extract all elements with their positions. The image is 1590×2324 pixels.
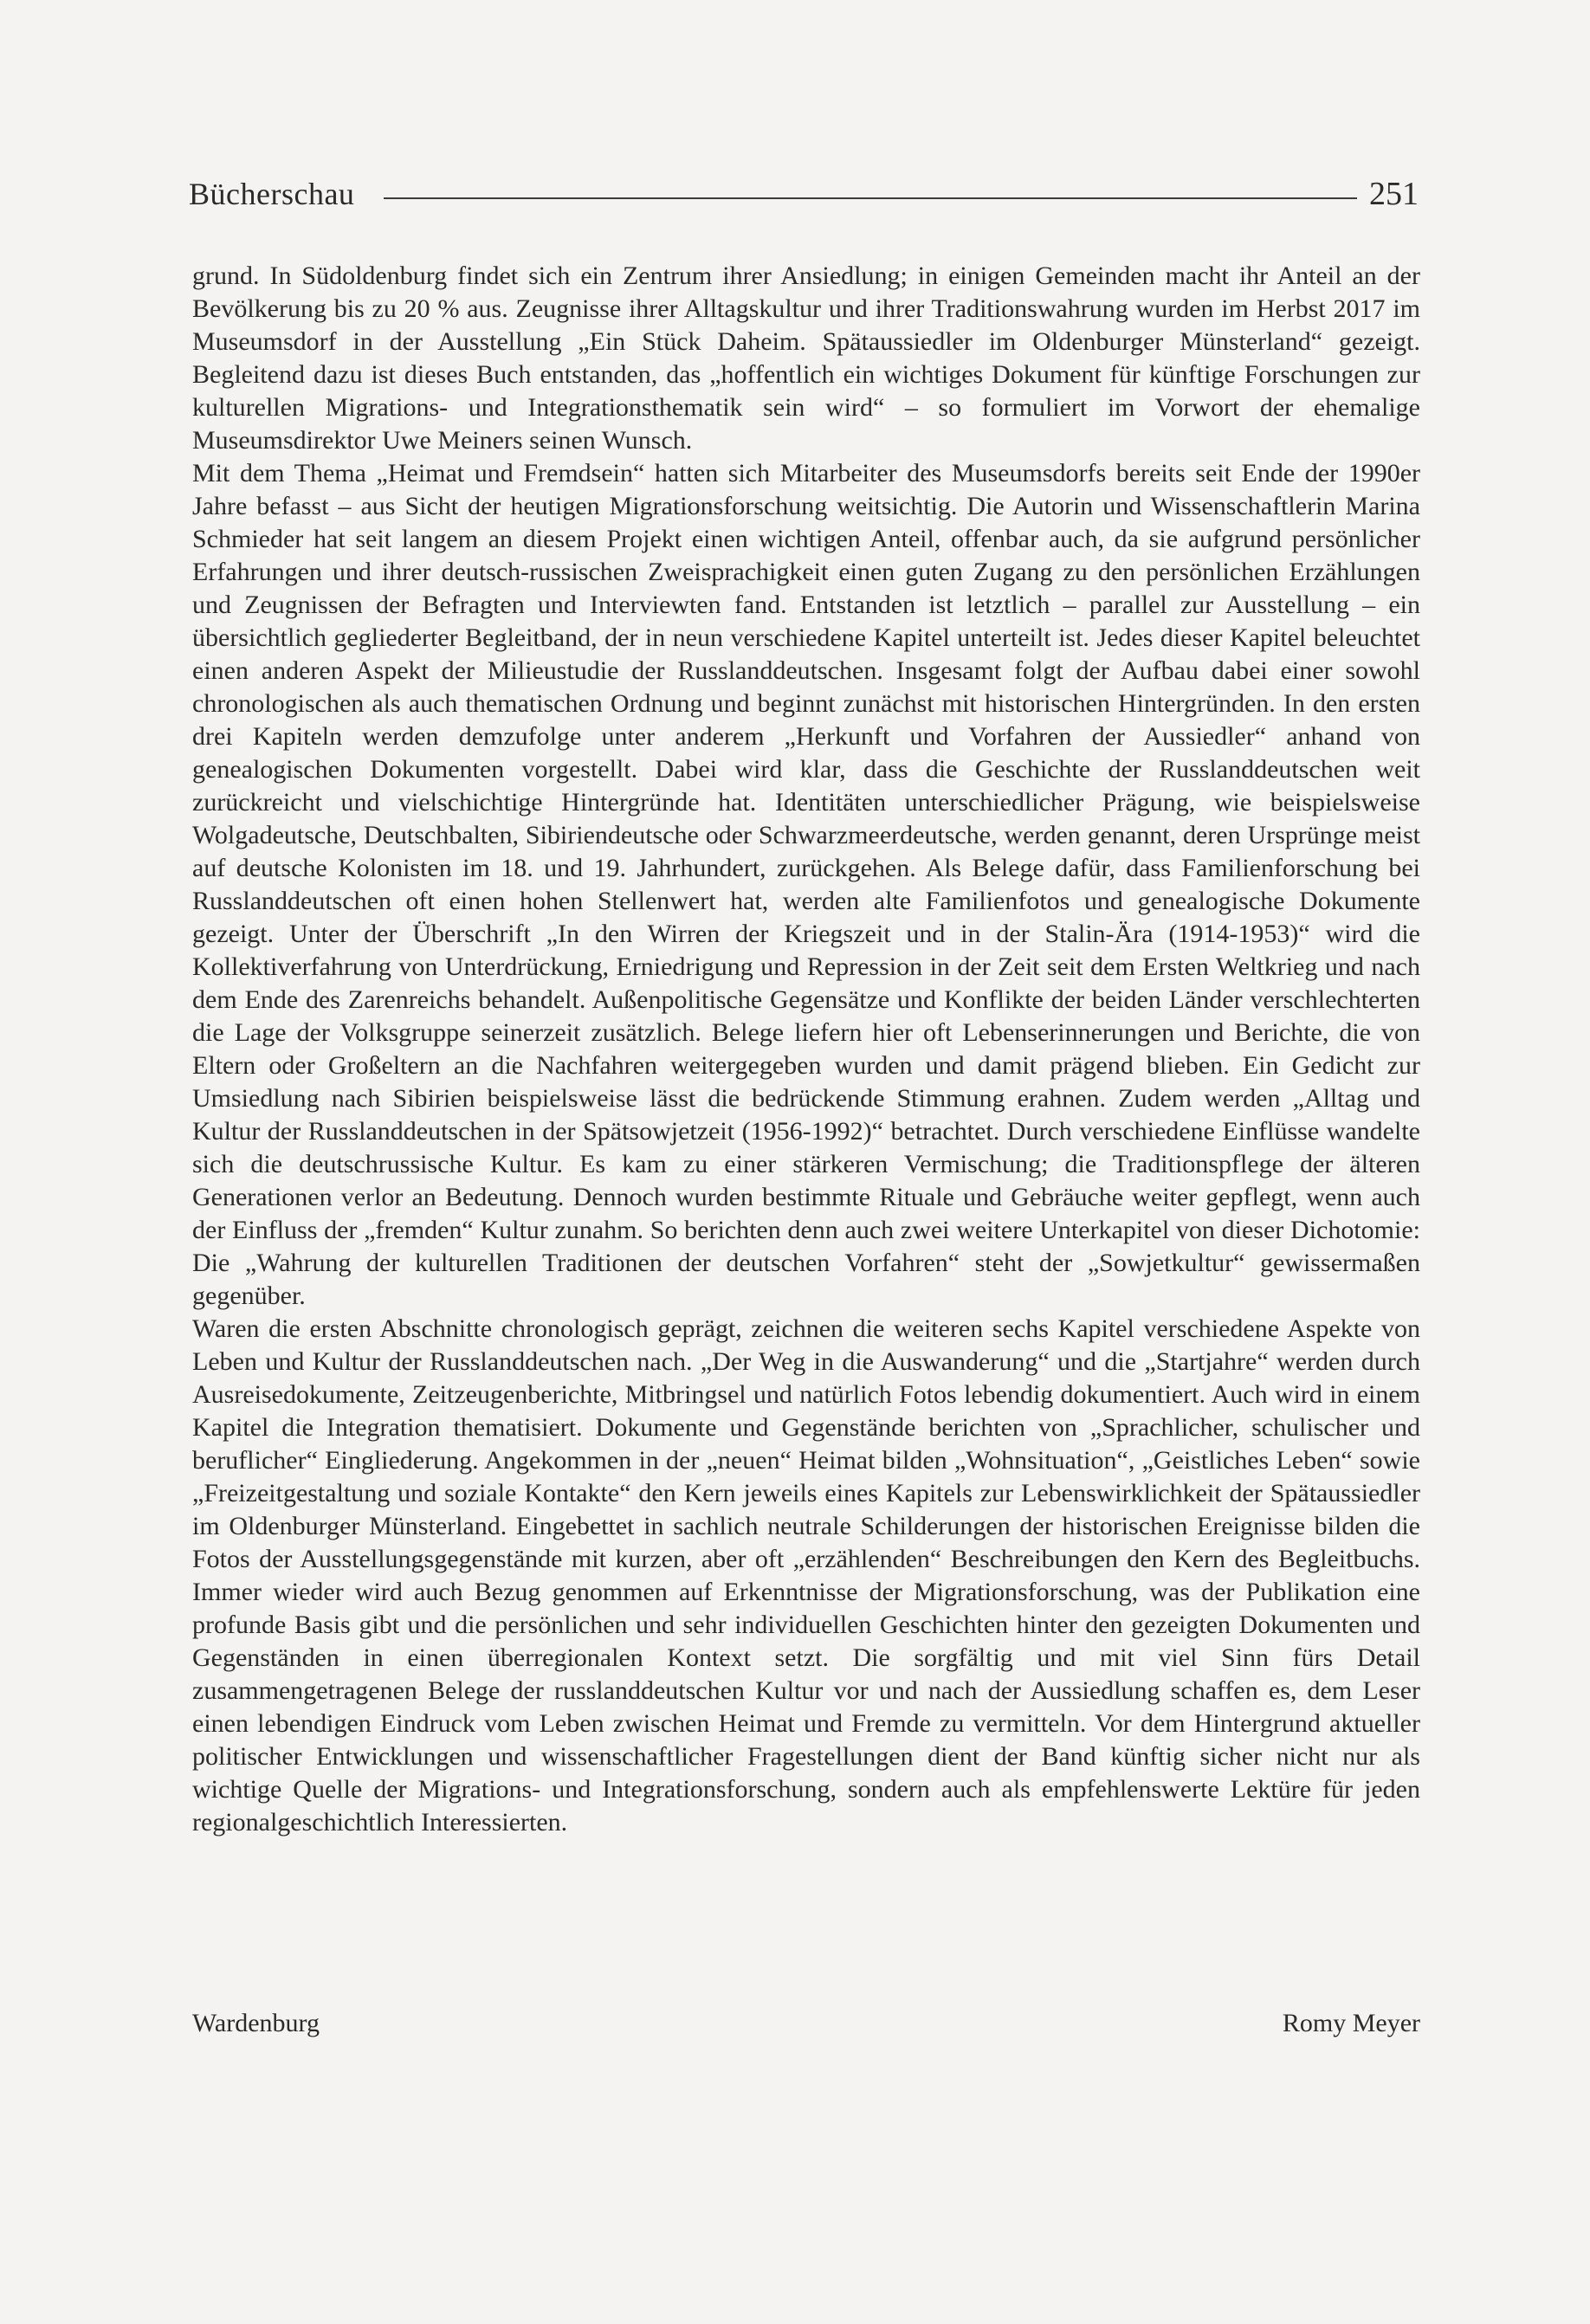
paragraph-1: grund. In Südoldenburg findet sich ein Zentrum ihrer Ansiedlung; in einigen Gemeinden macht ihr Anteil an der Bevölkerung bis zu 20 % aus. Zeugnisse ihrer Alltagskultur und ihrer Traditionswahrung wurden im Herbst 2017 im Museumsdorf in der Ausstellung „Ein Stück Daheim. Spätaussiedler im Oldenburger Münsterland“ gezeigt. Begleitend dazu ist dieses Buch entstanden, das „hoffentlich ein wichtiges Dokument für künftige Forschungen zur kulturellen Migrations- und Integrationsthematik sein wird“ – so formuliert im Vorwort der ehemalige Museumsdirektor Uwe Meiners seinen Wunsch.	[192, 261, 1420, 455]
review-signature	[192, 2007, 1420, 2040]
paragraph-2: Mit dem Thema „Heimat und Fremdsein“ hatten sich Mitarbeiter des Museumsdorfs bereits seit Ende der 1990er Jahre befasst – aus Sicht der heutigen Migrationsforschung weitsichtig. Die Autorin und Wissenschaftlerin Marina Schmieder hat seit langem an diesem Projekt einen wichtigen Anteil, offenbar auch, da sie aufgrund persönlicher Erfahrungen und ihrer deutsch-russischen Zweisprachigkeit einen guten Zugang zu den persönlichen Erzählungen und Zeugnissen der Befragten und Interviewten fand. Entstanden ist letztlich – parallel zur Ausstellung – ein übersichtlich gegliederter Begleitband, der in neun verschiedene Kapitel unterteilt ist. Jedes dieser Kapitel beleuchtet einen anderen Aspekt der Milieustudie der Russlanddeutschen. Insgesamt folgt der Aufbau dabei einer sowohl chronologischen als auch thematischen Ordnung und beginnt zunächst mit historischen Hintergründen. In den ersten drei Kapiteln werden demzufolge unter anderem „Herkunft und Vorfahren der Aussiedler“ anhand von genealogischen Dokumenten vorgestellt. Dabei wird klar, dass die Geschichte der Russlanddeutschen weit zurückreicht und vielschichtige Hintergründe hat. Identitäten unterschiedlicher Prägung, wie beispielsweise Wolgadeutsche, Deutschbalten, Sibiriendeutsche oder Schwarzmeerdeutsche, werden genannt, deren Ursprünge meist auf deutsche Kolonisten im 18. und 19. Jahrhundert, zurückgehen. Als Belege dafür, dass Familienforschung bei Russlanddeutschen oft einen hohen Stellenwert hat, werden alte Familienfotos und genealogische Dokumente gezeigt. Unter der Überschrift „In den Wirren der Kriegszeit und in der Stalin-Ära (1914-1953)“ wird die Kollektiverfahrung von Unterdrückung, Erniedrigung und Repression in der Zeit seit dem Ersten Weltkrieg und nach dem Ende des Zarenreichs behandelt. Außenpolitische Gegensätze und Konflikte der beiden Länder verschlechterten die Lage der Volksgruppe seinerzeit zusätzlich. Belege liefern hier oft Lebenserinnerungen und Berichte, die von Eltern oder Großeltern an die Nachfahren weitergegeben wurden und damit prägend blieben. Ein Gedicht zur Umsiedlung nach Sibirien beispielsweise lässt die bedrückende Stimmung erahnen. Zudem werden „Alltag und Kultur der Russlanddeutschen in der Spätsowjetzeit (1956-1992)“ betrachtet. Durch verschiedene Einflüsse wandelte sich die deutschrussische Kultur. Es kam zu einer stärkeren Vermischung; die Traditionspflege der älteren Generationen verlor an Bedeutung. Dennoch wurden bestimmte Rituale und Gebräuche weiter gepflegt, wenn auch der Einfluss der „fremden“ Kultur zunahm. So berichten denn auch zwei weitere Unterkapitel von dieser Dichotomie: Die „Wahrung der kulturellen Traditionen der deutschen Vorfahren“ steht der „Sowjetkultur“ gewissermaßen gegenüber.	[192, 459, 1420, 1310]
running-header	[189, 163, 1419, 211]
header-rule	[384, 197, 1357, 199]
paragraph-3: Waren die ersten Abschnitte chronologisch geprägt, zeichnen die weiteren sechs Kapitel verschiedene Aspekte von Leben und Kultur der Russlanddeutschen nach. „Der Weg in die Auswanderung“ und die „Startjahre“ werden durch Ausreisedokumente, Zeitzeugenberichte, Mitbringsel und natürlich Fotos lebendig dokumentiert. Auch wird in einem Kapitel die Integration thematisiert. Dokumente und Gegenstände berichten von „Sprachlicher, schulischer und beruflicher“ Eingliederung. Angekommen in der „neuen“ Heimat bilden „Wohnsituation“, „Geistliches Leben“ sowie „Freizeitgestaltung und soziale Kontakte“ den Kern jeweils eines Kapitels zur Lebenswirklichkeit der Spätaussiedler im Oldenburger Münsterland. Eingebettet in sachlich neutrale Schilderungen der historischen Ereignisse bilden die Fotos der Ausstellungsgegenstände mit kurzen, aber oft „erzählenden“ Beschreibungen den Kern des Begleitbuchs. Immer wieder wird auch Bezug genommen auf Erkenntnisse der Migrationsforschung, was der Publikation eine profunde Basis gibt und die persönlichen und sehr individuellen Geschichten hinter den gezeigten Dokumenten und Gegenständen in einen überregionalen Kontext setzt. Die sorgfältig und mit viel Sinn fürs Detail zusammengetragenen Belege der russlanddeutschen Kultur vor und nach der Aussiedlung schaffen es, dem Leser einen lebendigen Eindruck vom Leben zwischen Heimat und Fremde zu vermitteln. Vor dem Hintergrund aktueller politischer Entwicklungen und wissenschaftlicher Fragestellungen dient der Band künftig sicher nicht nur als wichtige Quelle der Migrations- und Integrationsforschung, sondern auch als empfehlenswerte Lektüre für jeden regionalgeschichtlich Interessierten.	[192, 1314, 1420, 1837]
signature-place: Wardenburg	[192, 2009, 320, 2037]
page-number: 251	[1369, 176, 1419, 212]
review-text	[192, 260, 1420, 1839]
signature-author: Romy Meyer	[1282, 2009, 1420, 2037]
running-header-title: Bücherschau	[189, 177, 355, 211]
